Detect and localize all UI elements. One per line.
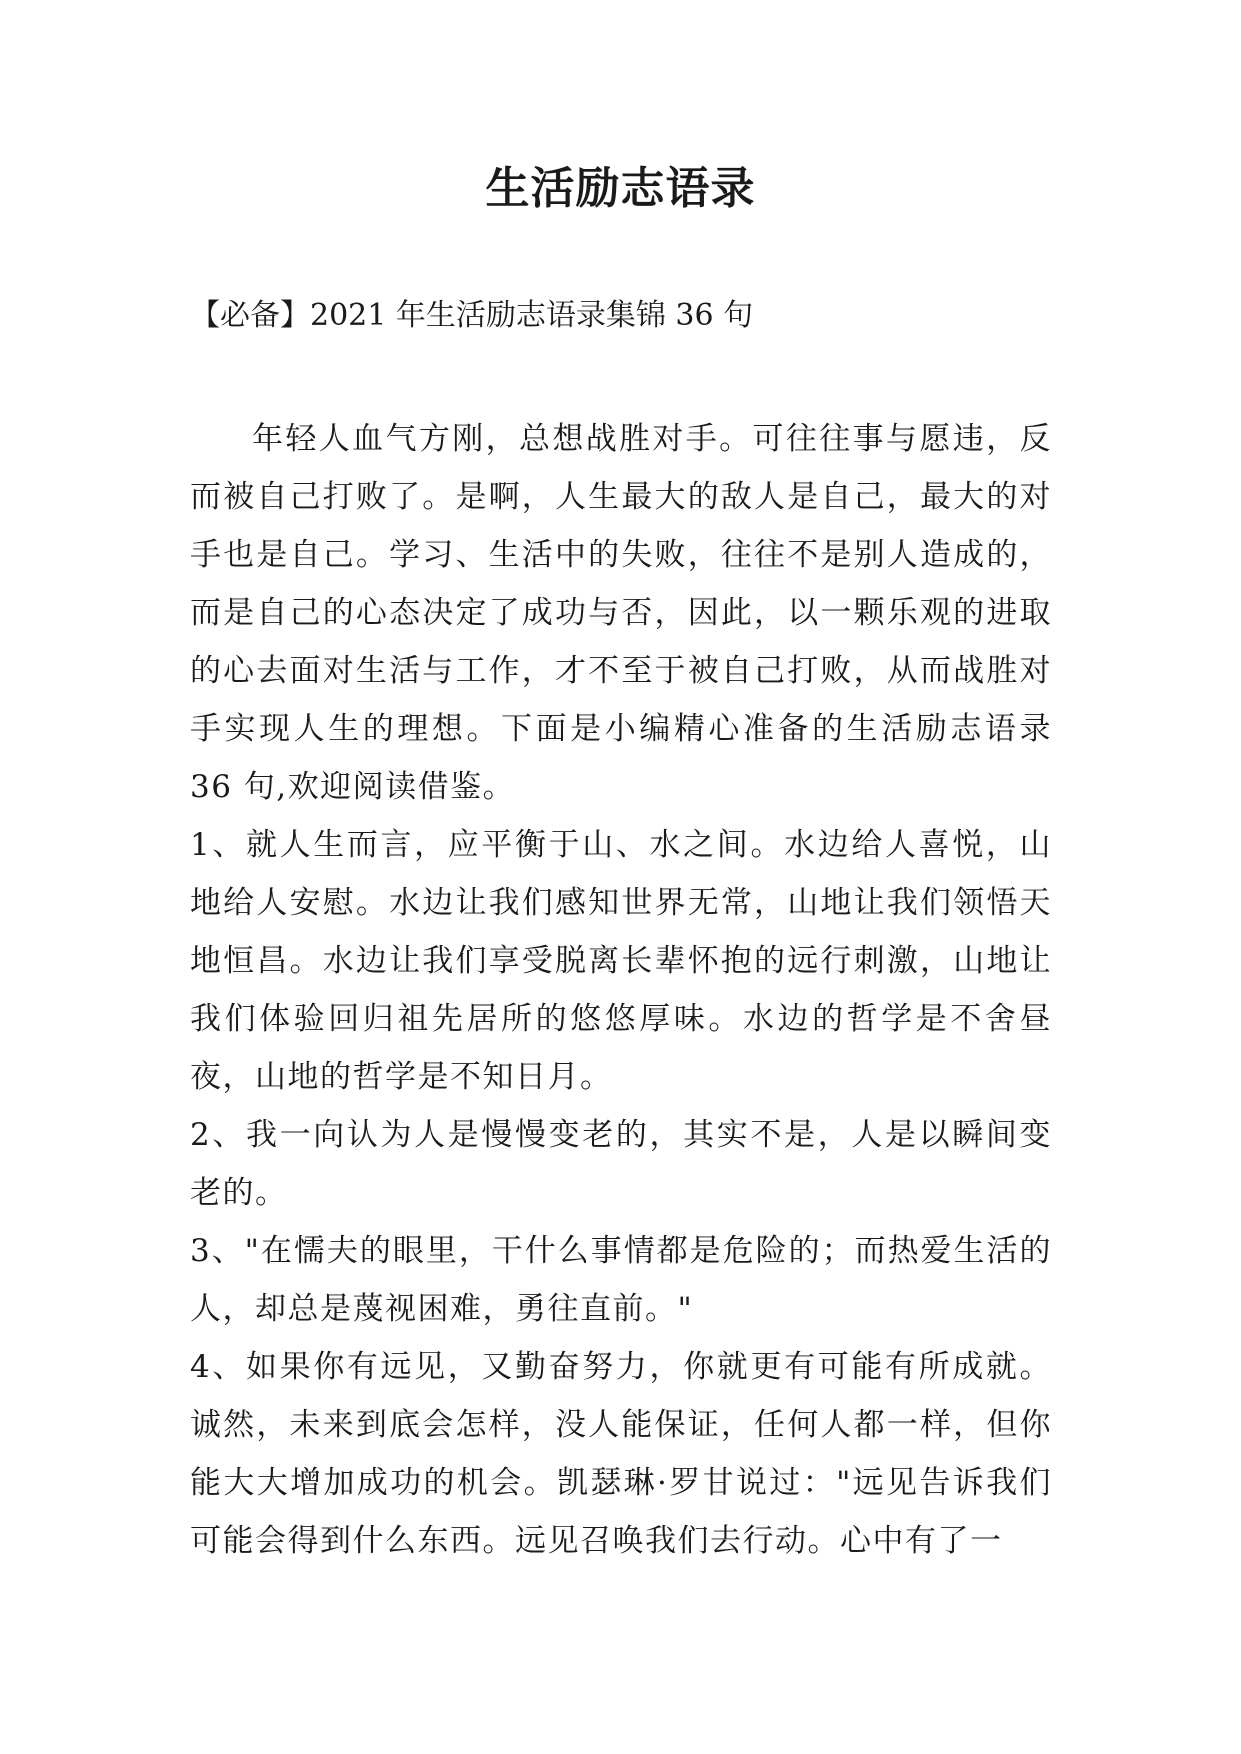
quote-paragraph-2: 2、我一向认为人是慢慢变老的，其实不是，人是以瞬间变老的。 xyxy=(190,1117,1052,1211)
intro-paragraph: 年轻人血气方刚，总想战胜对手。可往往事与愿违，反而被自己打败了。是啊，人生最大的敌人是自己，最大的对手也是自己。学习、生活中的失败，往往不是别人造成的，而是自己的心态决定了成功与否，因此，以一颗乐观的进取的心去面对生活与工作，才不至于被自己打败，从而战胜对手实现人生的理想。下面是小编精心准备的生活励志语录 36 句,欢迎阅读借鉴。 xyxy=(190,421,1052,805)
quote-paragraph-3: 3、"在懦夫的眼里，干什么事情都是危险的；而热爱生活的人，却总是蔑视困难，勇往直前。" xyxy=(190,1233,1052,1327)
document-body xyxy=(190,410,1052,1570)
quote-paragraph-4: 4、如果你有远见，又勤奋努力，你就更有可能有所成就。诚然，未来到底会怎样，没人能保证，任何人都一样，但你能大大增加成功的机会。凯瑟琳·罗甘说过："远见告诉我们可能会得到什么东西。远见召唤我们去行动。心中有了一 xyxy=(190,1349,1052,1559)
quote-paragraph-1: 1、就人生而言，应平衡于山、水之间。水边给人喜悦，山地给人安慰。水边让我们感知世界无常，山地让我们领悟天地恒昌。水边让我们享受脱离长辈怀抱的远行刺激，山地让我们体验回归祖先居所的悠悠厚味。水边的哲学是不舍昼夜，山地的哲学是不知日月。 xyxy=(190,827,1052,1095)
document-title: 生活励志语录 xyxy=(485,163,756,214)
document-subtitle: 【必备】2021 年生活励志语录集锦 36 句 xyxy=(190,298,754,333)
